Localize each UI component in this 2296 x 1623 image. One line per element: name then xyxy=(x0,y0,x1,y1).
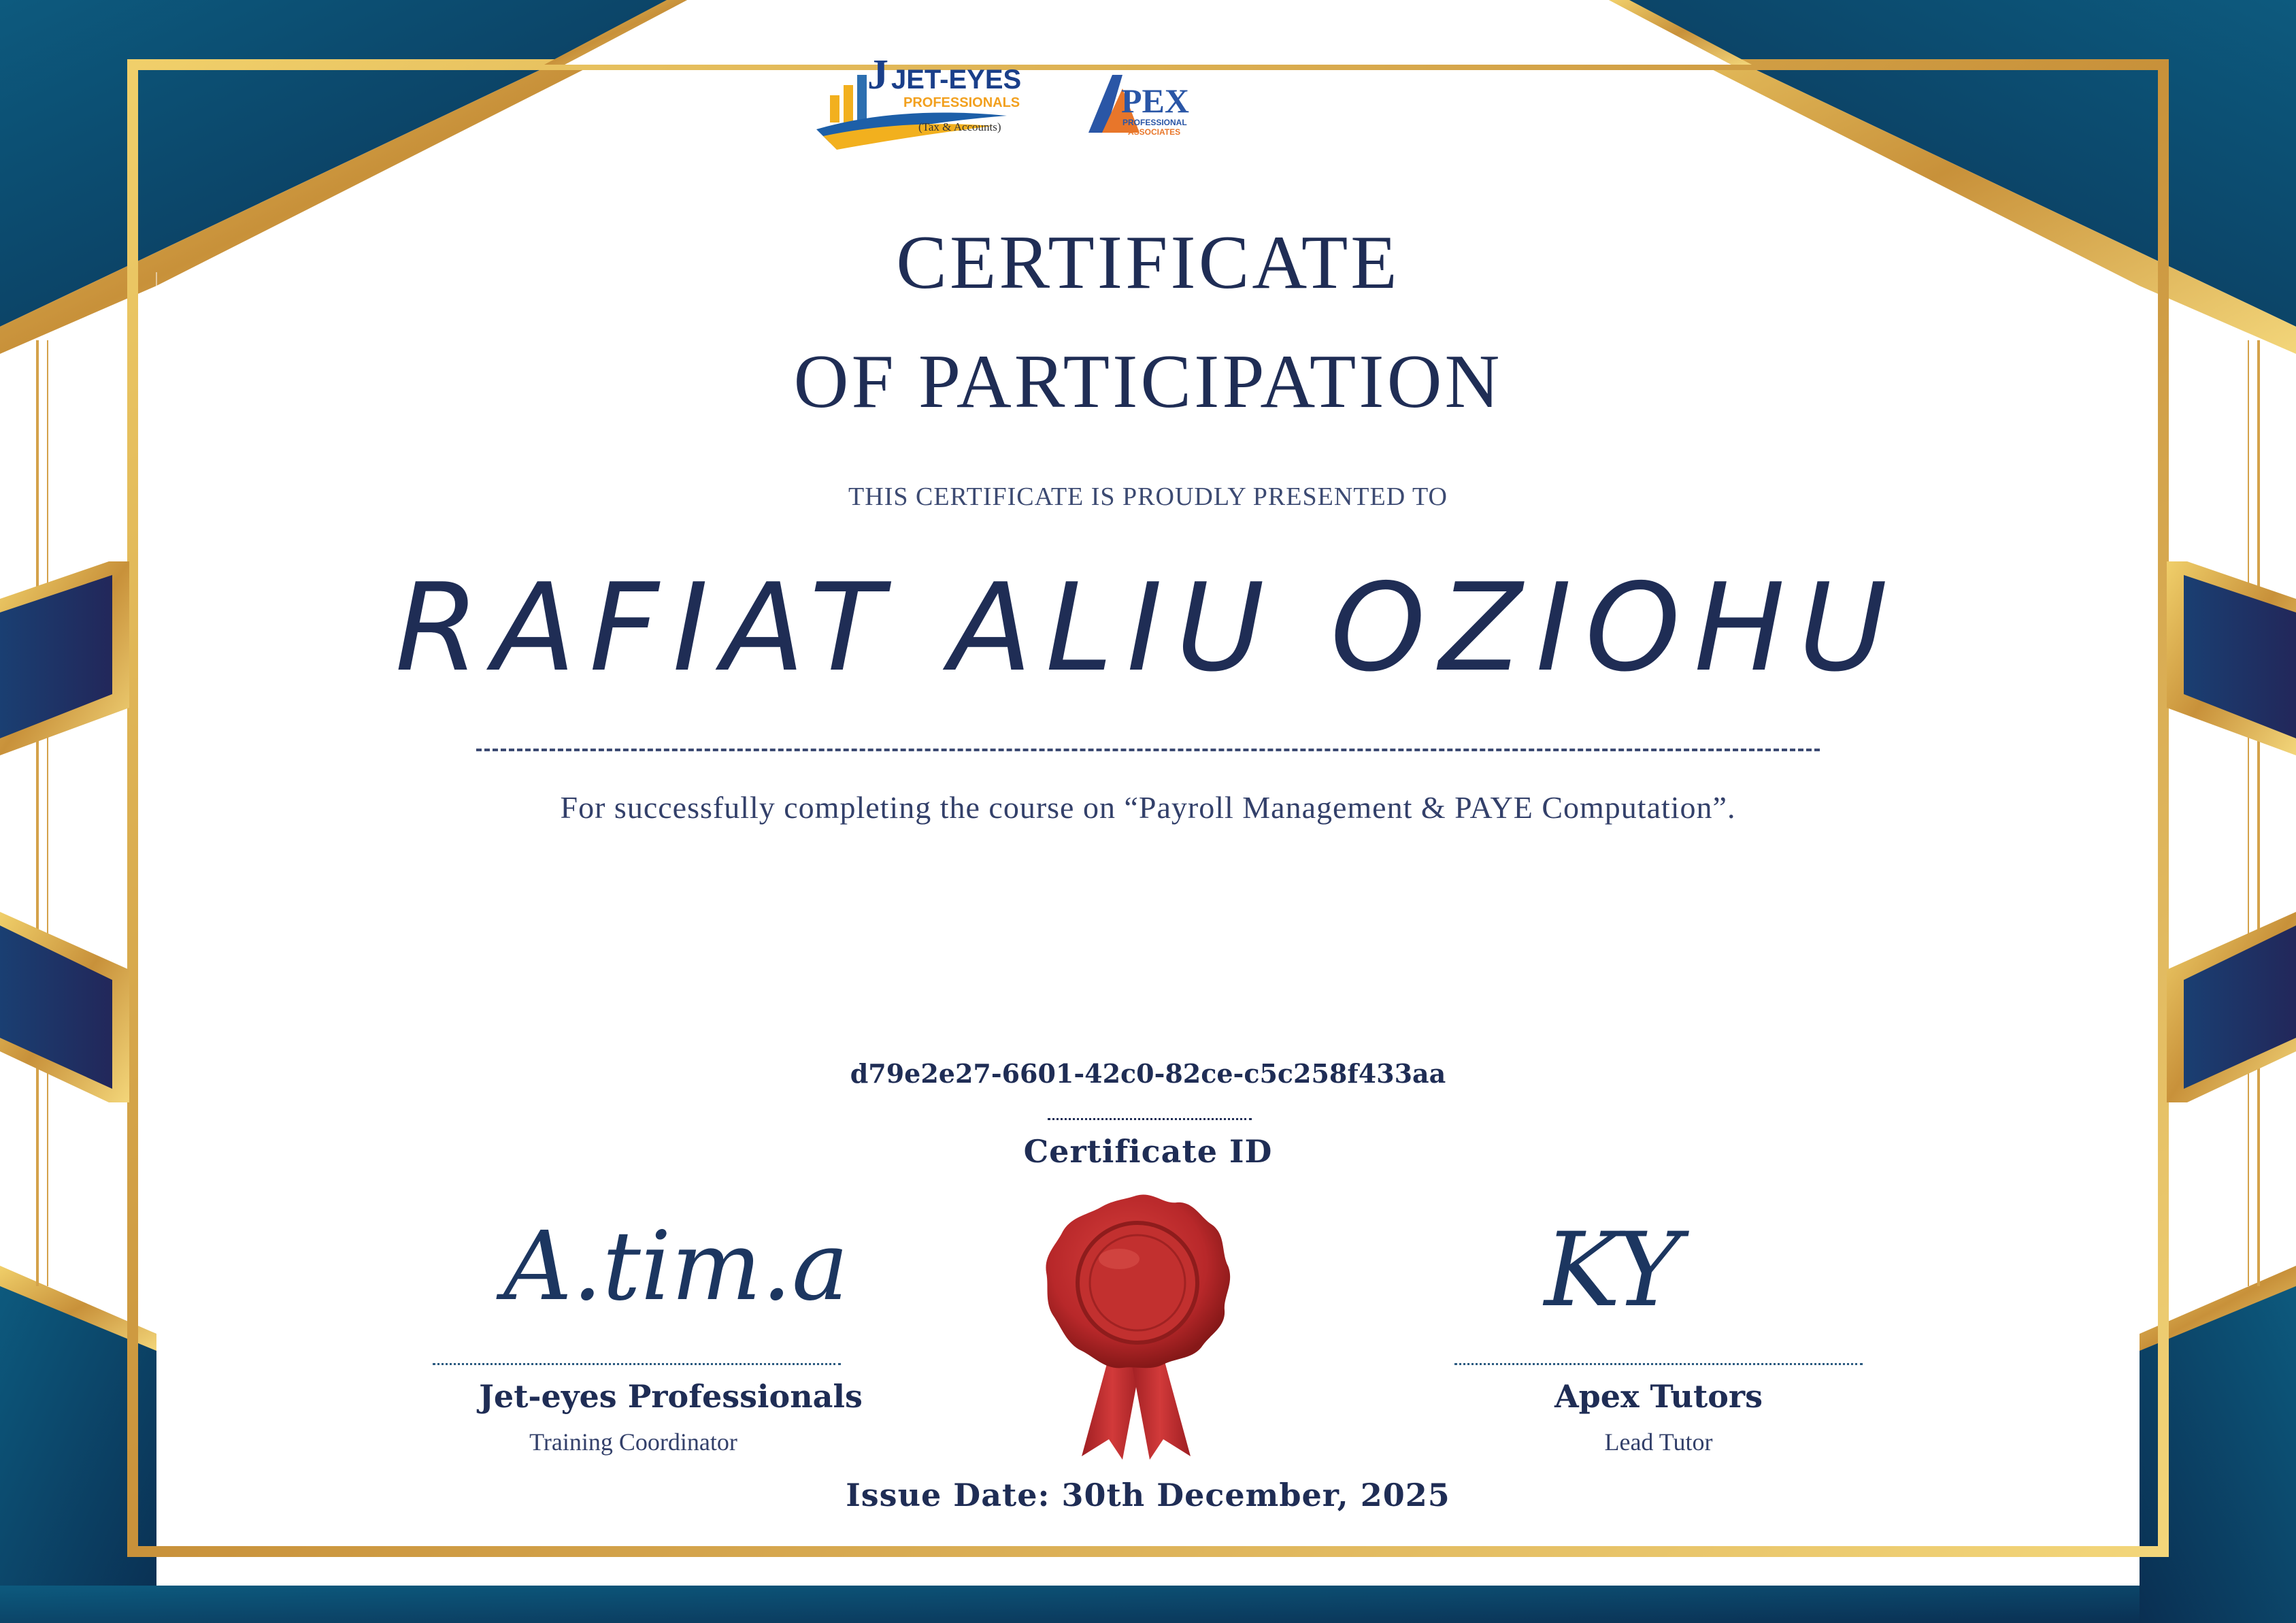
svg-text:PROFESSIONAL: PROFESSIONAL xyxy=(1122,118,1187,127)
svg-text:ASSOCIATES: ASSOCIATES xyxy=(1128,127,1181,137)
svg-text:(Tax & Accounts): (Tax & Accounts) xyxy=(918,120,1001,133)
signatory-left-name: Jet-eyes Professionals xyxy=(479,1378,863,1415)
certificate-id-label: Certificate ID xyxy=(1023,1133,1273,1170)
logo-bar xyxy=(803,41,1469,157)
issue-date xyxy=(0,1477,2296,1513)
presented-to-text: THIS CERTIFICATE IS PROUDLY PRESENTED TO xyxy=(848,482,1448,511)
logos-graphic xyxy=(803,41,1469,157)
corner-bottom-left-base xyxy=(0,1586,2296,1623)
jet-eyes-logo-text: J xyxy=(867,52,888,98)
certificate-title-line1: CERTIFICATE xyxy=(896,220,1400,305)
svg-text:JET-EYES: JET-EYES xyxy=(891,65,1022,95)
certificate-title-line2: OF PARTICIPATION xyxy=(793,340,1503,424)
signatory-right-name: Apex Tutors xyxy=(1554,1378,1763,1415)
recipient-name: RAFIAT ALIU OZIOHU xyxy=(395,557,1901,698)
apex-logo xyxy=(1088,75,1189,137)
jet-eyes-logo xyxy=(816,52,1021,150)
issue-date-value: 30th December, 2025 xyxy=(1061,1477,1450,1513)
wax-seal-icon xyxy=(1034,1187,1238,1466)
certificate-id-value: d79e2e27-6601-42c0-82ce-c5c258f433aa xyxy=(850,1058,1446,1089)
signature-left: A.tim.a xyxy=(503,1211,849,1322)
issue-date-label: Issue Date: xyxy=(846,1477,1050,1513)
signature-left-rule xyxy=(433,1363,841,1365)
svg-text:PROFESSIONALS: PROFESSIONALS xyxy=(903,95,1020,110)
recipient-underline xyxy=(476,749,1820,751)
signatory-left-role: Training Coordinator xyxy=(529,1428,737,1456)
signature-right: KY xyxy=(1544,1211,1678,1330)
svg-text:PEX: PEX xyxy=(1121,82,1189,120)
certificate-id-rule xyxy=(1048,1118,1252,1120)
course-completion-text: For successfully completing the course on “Payroll Management & PAYE Computation”. xyxy=(560,790,1736,825)
signature-right-rule xyxy=(1454,1363,1863,1365)
signatory-right-role: Lead Tutor xyxy=(1604,1428,1713,1456)
